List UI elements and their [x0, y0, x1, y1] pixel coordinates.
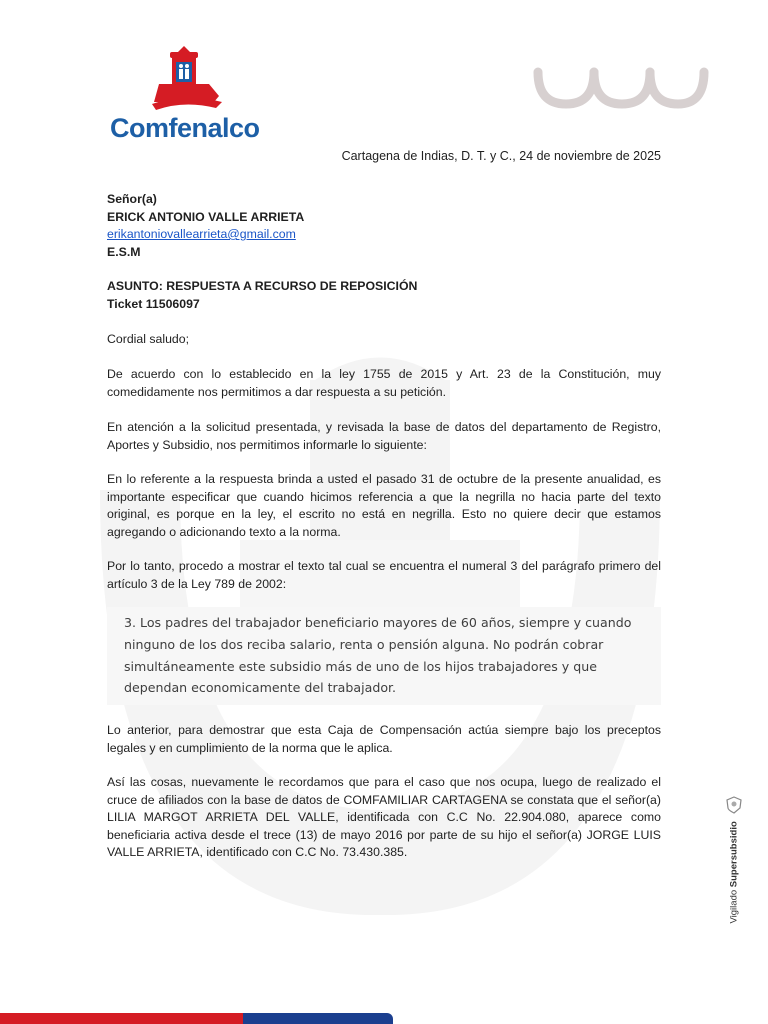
paragraph-4: Por lo tanto, procedo a mostrar el texto tal cual se encuentra el numeral 3 del parágrafo primero del artículo 3 de la Ley 789 de 2002:: [107, 559, 661, 591]
paragraph-5: Lo anterior, para demostrar que esta Caja de Compensación actúa siempre bajo los preceptos legales y en cumplimiento de la norma que le aplica.: [107, 723, 661, 755]
supersubsidio-label: Supersubsidio: [728, 821, 740, 888]
paragraph-6: Así las cosas, nuevamente le recordamos que para el caso que nos ocupa, luego de realizado el cruce de afiliados con la base de datos de COMFAMILIAR CARTAGENA se constata que el señor(a) LILIA MARGOT ARRIETA DEL VALLE, identificada con C.C No. 22.904.080, aparece como beneficiaria activa desde el trece (13) de mayo 2016 por parte de su hijo el señor(a) JORGE LUIS VALLE ARRIETA, identificado con C.C No. 73.430.385.: [107, 775, 661, 859]
subject-ticket: Ticket 11506097: [107, 296, 200, 311]
vigilado-mark: [724, 796, 744, 936]
paragraph-3: En lo referente a la respuesta brinda a usted el pasado 31 de octubre de la presente anualidad, es importante especificar que cuando hicimos referencia a que la negrilla no hacia parte del texto original, es porque en la ley, el escrito no está en negrilla. Esto no quiere decir que estamos agregando o adicionando texto a la norma.: [107, 472, 661, 539]
decorative-waves-icon: [532, 64, 710, 110]
logo-wordmark: Comfenalco: [110, 113, 260, 143]
footer-bar-red: [0, 1013, 245, 1024]
recipient-salutation: Señor(a): [107, 192, 157, 206]
paragraph-1: De acuerdo con lo establecido en la ley 1755 de 2015 y Art. 23 de la Constitución, muy comedidamente nos permitimos a dar respuesta a su petición.: [107, 367, 661, 399]
vigilado-label: Vigilado: [728, 887, 740, 924]
vigilado-text: [729, 800, 740, 924]
recipient-block: [107, 191, 661, 261]
law-quote-text: 3. Los padres del trabajador beneficiario mayores de 60 años, siempre y cuando ninguno de los dos reciba salario, renta o pensión alguna. No podrán cobrar simultáneamente este subsidio más de uno de los hijos trabajadores y que dependan economicamente del trabajador.: [124, 615, 632, 696]
recipient-name: ERICK ANTONIO VALLE ARRIETA: [107, 209, 305, 224]
letter-date: Cartagena de Indias, D. T. y C., 24 de noviembre de 2025: [341, 149, 661, 163]
greeting: Cordial saludo;: [107, 332, 190, 346]
recipient-esm: E.S.M: [107, 244, 141, 259]
recipient-email-link[interactable]: erikantoniovallearrieta@gmail.com: [107, 227, 296, 241]
footer-bar-blue: [243, 1013, 393, 1024]
subject-asunto: ASUNTO: RESPUESTA A RECURSO DE REPOSICIÓN: [107, 279, 418, 293]
paragraph-2: En atención a la solicitud presentada, y revisada la base de datos del departamento de Registro, Aportes y Subsidio, nos permitimos informarle lo siguiente:: [107, 420, 661, 452]
subject-block: [107, 278, 661, 313]
